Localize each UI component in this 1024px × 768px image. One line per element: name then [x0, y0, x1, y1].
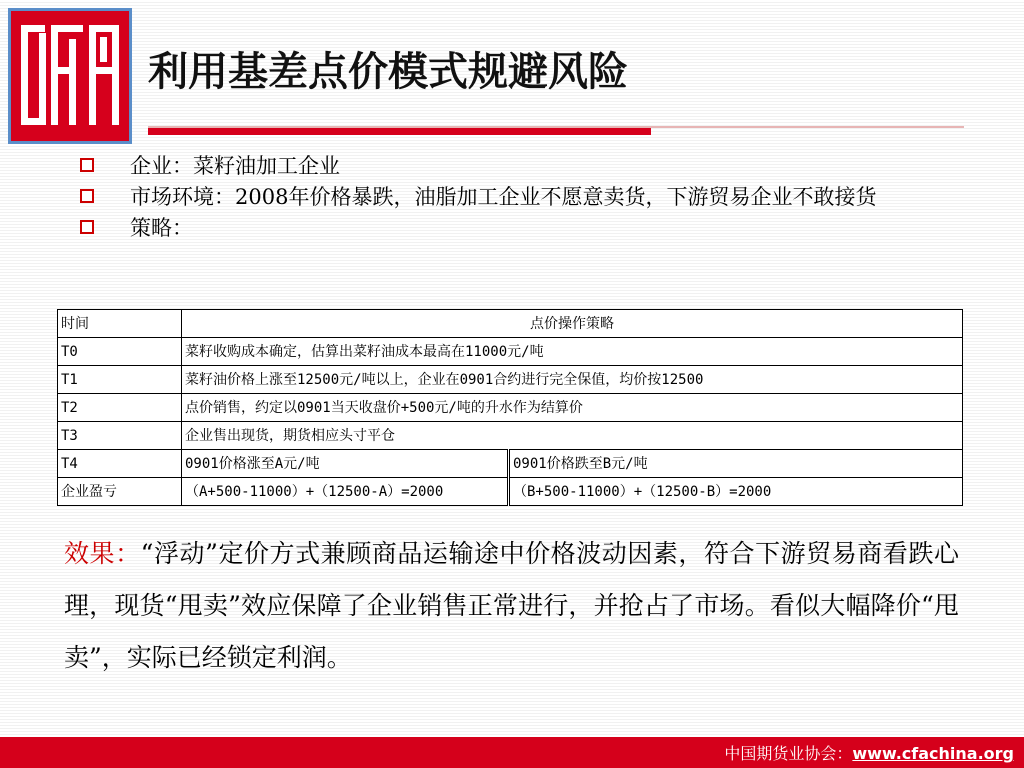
row-time: T0 — [58, 338, 182, 366]
square-bullet-icon — [80, 189, 94, 203]
header-time: 时间 — [58, 310, 182, 338]
square-bullet-icon — [80, 158, 94, 172]
table-row-t4 — [58, 450, 963, 478]
row-strategy: 点价销售，约定以0901当天收盘价+500元/吨的升水作为结算价 — [182, 394, 963, 422]
slide-title: 利用基差点价模式规避风险 — [148, 48, 628, 95]
footer-bar — [0, 737, 1024, 768]
cfa-logo — [8, 8, 132, 144]
header-strategy: 点价操作策略 — [182, 310, 963, 338]
row-time: T1 — [58, 366, 182, 394]
table-row-pnl — [58, 478, 963, 506]
row-case-a: 0901价格涨至A元/吨 — [182, 450, 509, 478]
row-strategy: 企业售出现货，期货相应头寸平仓 — [182, 422, 963, 450]
bullet-item — [78, 152, 968, 181]
footer-url-link[interactable]: www.cfachina.org — [852, 744, 1014, 763]
row-time: 企业盈亏 — [58, 478, 182, 506]
footer-text — [724, 741, 1014, 764]
row-time: T2 — [58, 394, 182, 422]
effect-text: “浮动”定价方式兼顾商品运输途中价格波动因素，符合下游贸易商看跌心理，现货“甩卖”效应保障了企业销售正常进行，并抢占了市场。看似大幅降价“甩卖”，实际已经锁定利润。 — [64, 539, 959, 672]
bullet-list — [78, 152, 968, 245]
row-strategy: 菜籽油价格上涨至12500元/吨以上，企业在0901合约进行完全保值，均价按12500 — [182, 366, 963, 394]
row-case-a: （A+500-11000）+（12500-A）=2000 — [182, 478, 509, 506]
table-row — [58, 366, 963, 394]
row-case-b: （B+500-11000）+（12500-B）=2000 — [509, 478, 963, 506]
table-header-row — [58, 310, 963, 338]
table-row — [58, 338, 963, 366]
bullet-item — [78, 183, 968, 212]
row-strategy: 菜籽收购成本确定，估算出菜籽油成本最高在11000元/吨 — [182, 338, 963, 366]
table-row — [58, 394, 963, 422]
bullet-text: 市场环境：2008年价格暴跌，油脂加工企业不愿意卖货，下游贸易企业不敢接货 — [130, 185, 877, 209]
row-time: T4 — [58, 450, 182, 478]
bullet-item — [78, 214, 968, 243]
row-time: T3 — [58, 422, 182, 450]
row-case-b: 0901价格跌至B元/吨 — [509, 450, 963, 478]
footer-org: 中国期货业协会： — [724, 744, 853, 763]
title-underline-accent — [148, 128, 651, 135]
effect-label: 效果： — [64, 539, 141, 568]
table-row — [58, 422, 963, 450]
square-bullet-icon — [80, 220, 94, 234]
strategy-table — [57, 309, 963, 506]
effect-paragraph — [64, 528, 959, 684]
cfa-logo-mark — [11, 11, 129, 141]
bullet-text: 策略： — [130, 216, 193, 240]
bullet-text: 企业：菜籽油加工企业 — [130, 154, 340, 178]
